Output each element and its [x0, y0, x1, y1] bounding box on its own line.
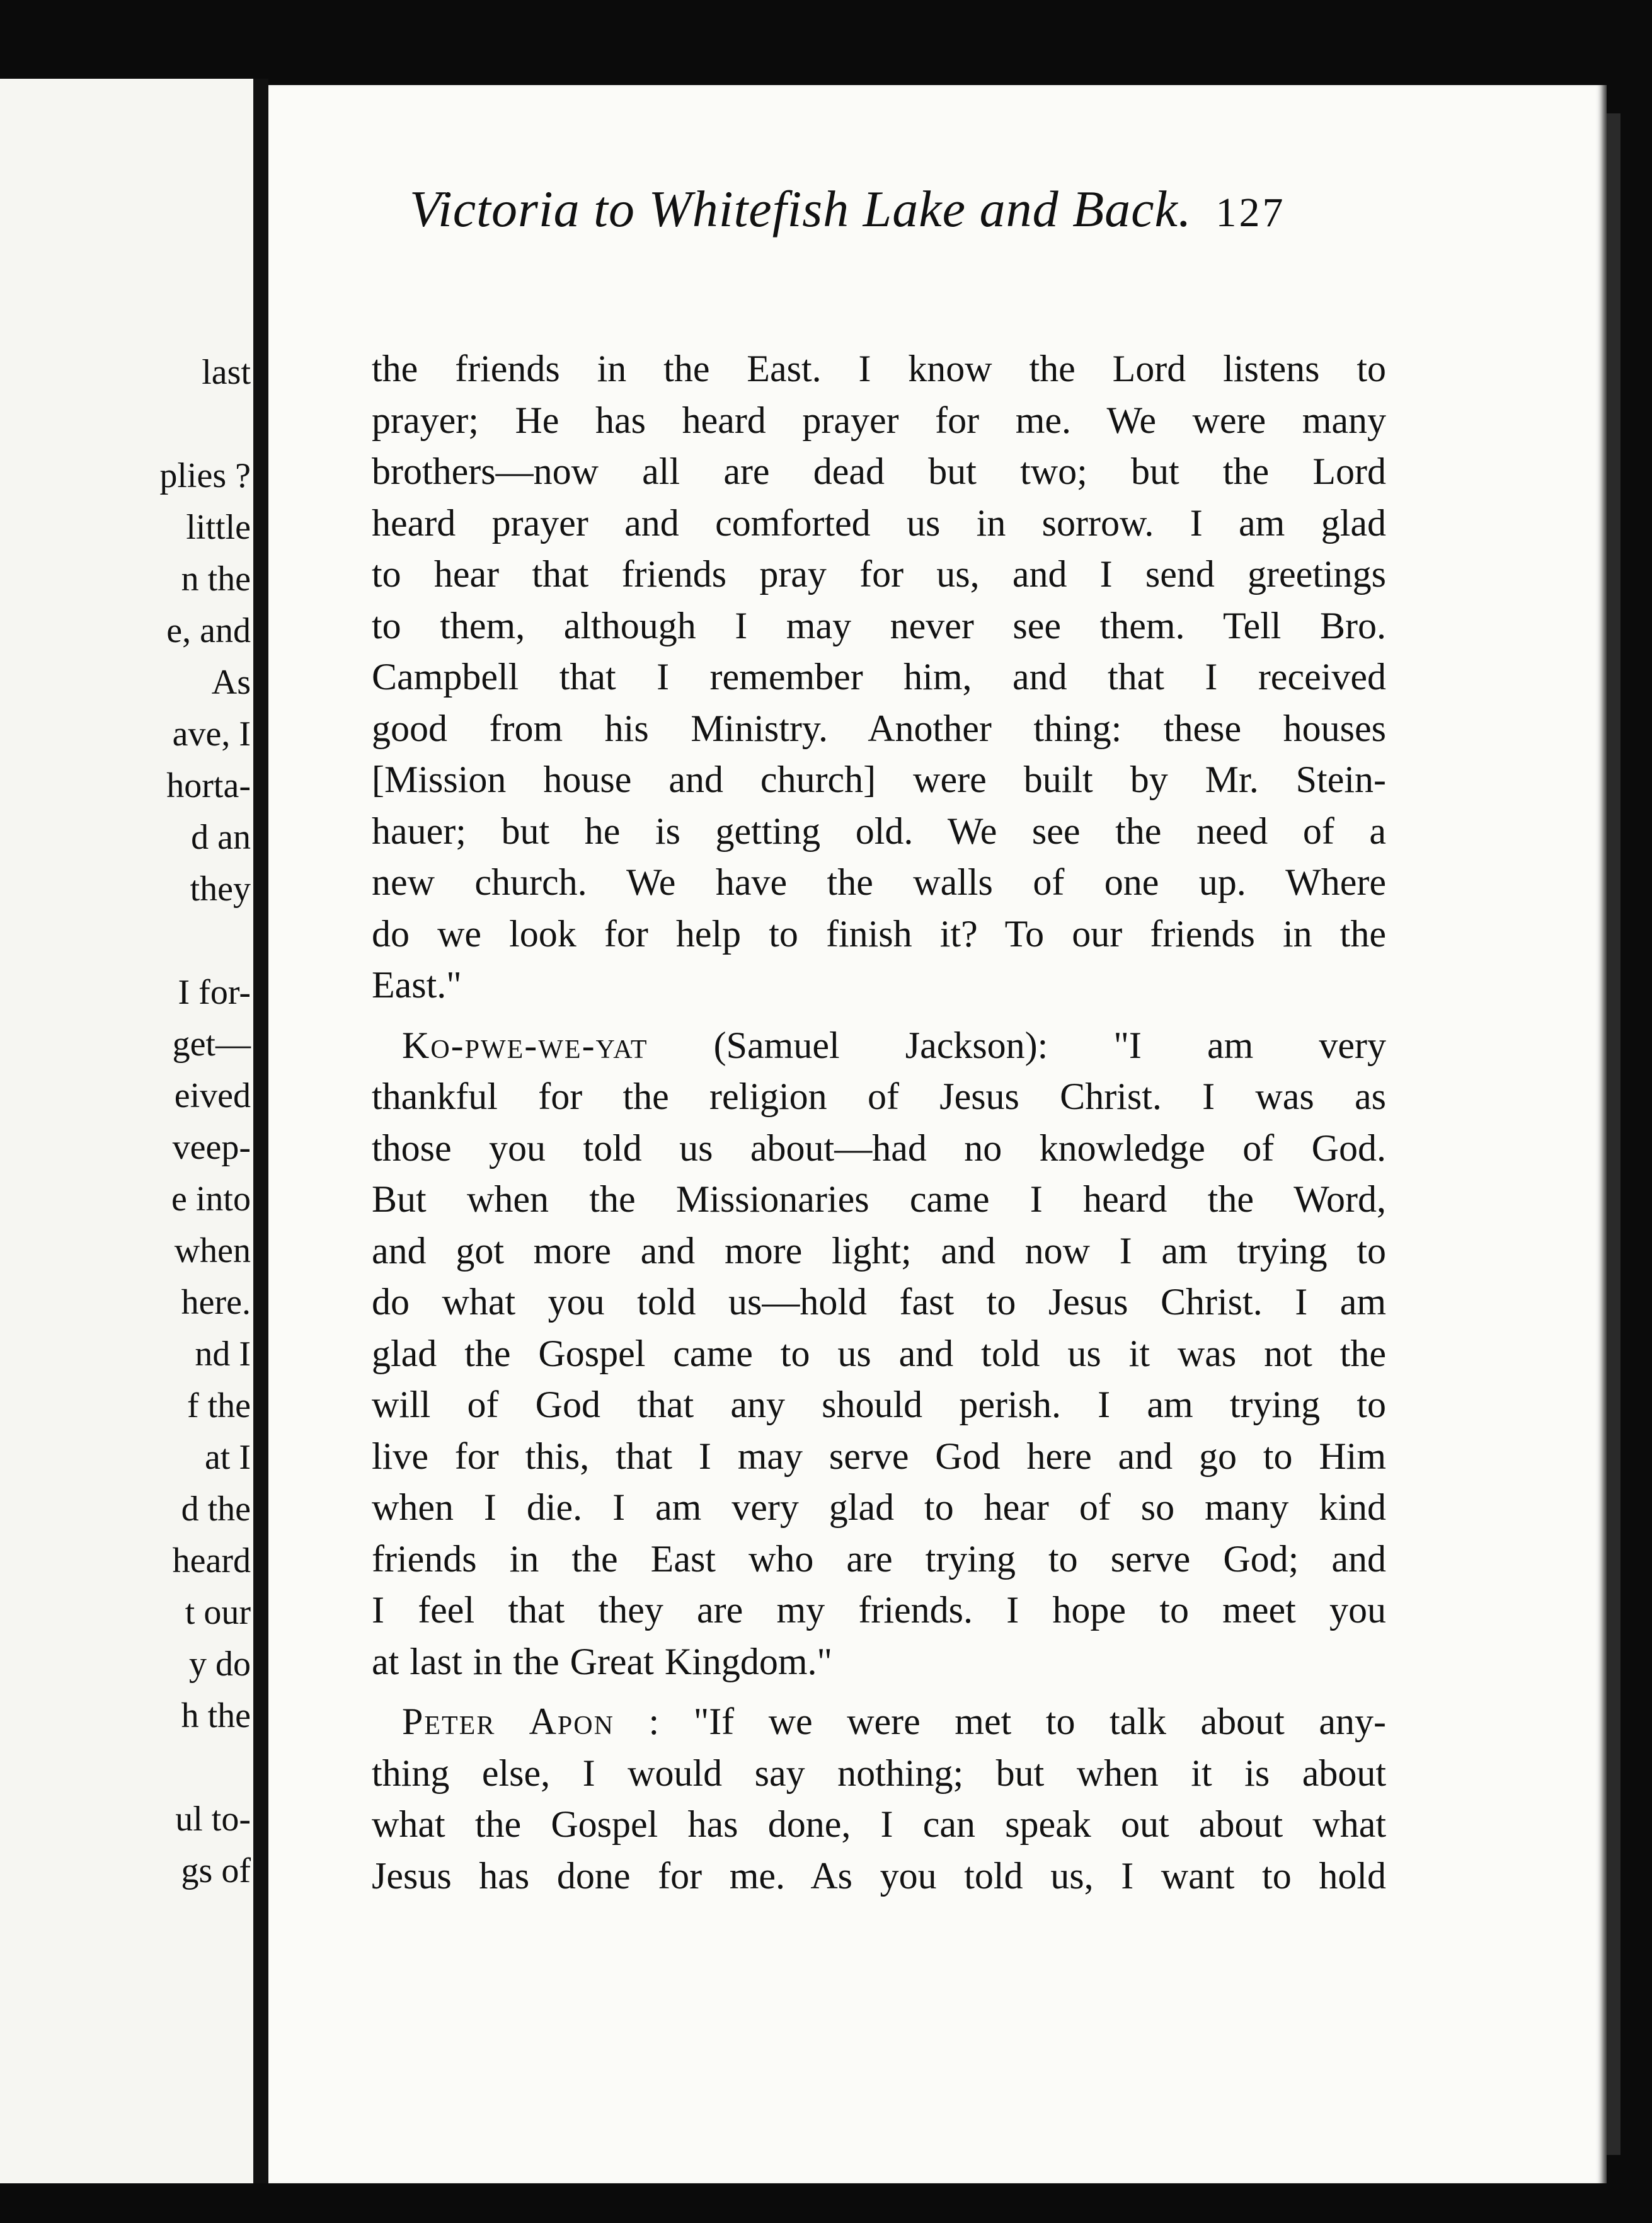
fragment-line: at I: [204, 1438, 251, 1477]
text-line: heard prayer and comforted us in sorrow. I am glad: [372, 502, 1386, 544]
fragment-line: heard: [172, 1541, 251, 1580]
text-line: do what you told us—hold fast to Jesus Christ. I am: [372, 1281, 1386, 1323]
text-line: Jesus has done for me. As you told us, I want to hold: [372, 1854, 1386, 1897]
text-run: : "If we were met to talk about any-: [648, 1701, 1387, 1742]
text-line: to them, although I may never see them. Tell Bro.: [372, 604, 1386, 646]
facing-page-left: [0, 79, 253, 2183]
paragraph-3: [372, 1696, 1386, 1902]
text-line: the friends in the East. I know the Lord listens to: [372, 348, 1386, 389]
text-line: will of God that any should perish. I am trying to: [372, 1384, 1386, 1425]
text-line: hauer; but he is getting old. We see the need of a: [372, 810, 1386, 852]
text-line: thankful for the religion of Jesus Christ. I was as: [372, 1076, 1386, 1117]
fragment-line: nd I: [195, 1335, 251, 1374]
fragment-line: eived: [174, 1076, 251, 1115]
text-run: (Samuel Jackson): "I am very: [713, 1024, 1387, 1066]
text-line: those you told us about—had no knowledge of God.: [372, 1127, 1386, 1169]
fragment-line: here.: [181, 1283, 251, 1322]
page-number: 127: [1215, 190, 1286, 236]
text-line: But when the Missionaries came I heard the Word,: [372, 1178, 1386, 1220]
text-line: to hear that friends pray for us, and I send greetings: [372, 553, 1386, 595]
fragment-line: e, and: [166, 611, 251, 650]
fragment-line: last: [202, 353, 251, 392]
text-line: when I die. I am very glad to hear of so many kind: [372, 1486, 1386, 1528]
fragment-line: little: [186, 508, 251, 547]
text-line: live for this, that I may serve God here and go to Him: [372, 1435, 1386, 1477]
body-text: [372, 343, 1386, 1902]
paragraph-1: [372, 343, 1386, 1011]
fragment-line: As: [211, 663, 251, 702]
fragment-line: horta-: [166, 766, 251, 805]
page-edge-shadow: [1607, 113, 1620, 2155]
fragment-line: t our: [185, 1593, 251, 1632]
fragment-line: get—: [172, 1025, 251, 1064]
text-line: [372, 1696, 1386, 1748]
speaker-name: Peter Apon: [402, 1701, 614, 1742]
text-line: new church. We have the walls of one up. Where: [372, 861, 1386, 903]
fragment-line: they: [190, 870, 251, 909]
text-line: thing else, I would say nothing; but when it is about: [372, 1752, 1386, 1794]
fragment-line: I for-: [178, 973, 251, 1012]
text-line: and got more and more light; and now I am trying to: [372, 1229, 1386, 1272]
fragment-line: [112, 1742, 251, 1793]
text-line: Campbell that I remember him, and that I received: [372, 656, 1386, 698]
fragment-line: ul to-: [175, 1800, 251, 1839]
book-gutter: [253, 79, 268, 2183]
speaker-name: Ko-pwe-we-yat: [402, 1024, 648, 1066]
text-line: I feel that they are my friends. I hope to meet you: [372, 1589, 1386, 1631]
text-line: do we look for help to finish it? To our friends in the: [372, 912, 1386, 955]
fragment-line: d an: [191, 818, 251, 857]
running-title: Victoria to Whitefish Lake and Back.: [410, 180, 1192, 238]
fragment-line: d the: [181, 1490, 251, 1529]
text-line: prayer; He has heard prayer for me. We were many: [372, 399, 1386, 441]
paragraph-2: [372, 1020, 1386, 1688]
text-line: East.": [372, 964, 462, 1006]
text-line: friends in the East who are trying to serve God; and: [372, 1537, 1386, 1580]
fragment-line: veep-: [172, 1128, 251, 1167]
facing-page-text-fragments: [112, 79, 251, 1897]
fragment-line: [112, 915, 251, 967]
text-line: glad the Gospel came to us and told us it was not the: [372, 1332, 1386, 1374]
text-line: brothers—now all are dead but two; but the Lord: [372, 451, 1386, 492]
fragment-line: ave, I: [172, 715, 251, 754]
fragment-line: y do: [189, 1645, 251, 1684]
text-line: what the Gospel has done, I can speak out about what: [372, 1803, 1386, 1845]
text-line: at last in the Great Kingdom.": [372, 1640, 832, 1682]
fragment-line: n the: [181, 560, 251, 599]
fragment-line: [112, 398, 251, 450]
fragment-line: e into: [171, 1180, 251, 1219]
text-line: [Mission house and church] were built by Mr. Stein-: [372, 759, 1386, 800]
fragment-line: plies ?: [159, 456, 251, 495]
fragment-line: f the: [186, 1386, 251, 1425]
text-line: good from his Ministry. Another thing: these houses: [372, 707, 1386, 749]
fragment-line: gs of: [181, 1851, 251, 1890]
fragment-line: h the: [181, 1696, 251, 1735]
text-line: [372, 1020, 1386, 1072]
fragment-line: when: [174, 1231, 251, 1270]
running-header: [202, 180, 1418, 239]
